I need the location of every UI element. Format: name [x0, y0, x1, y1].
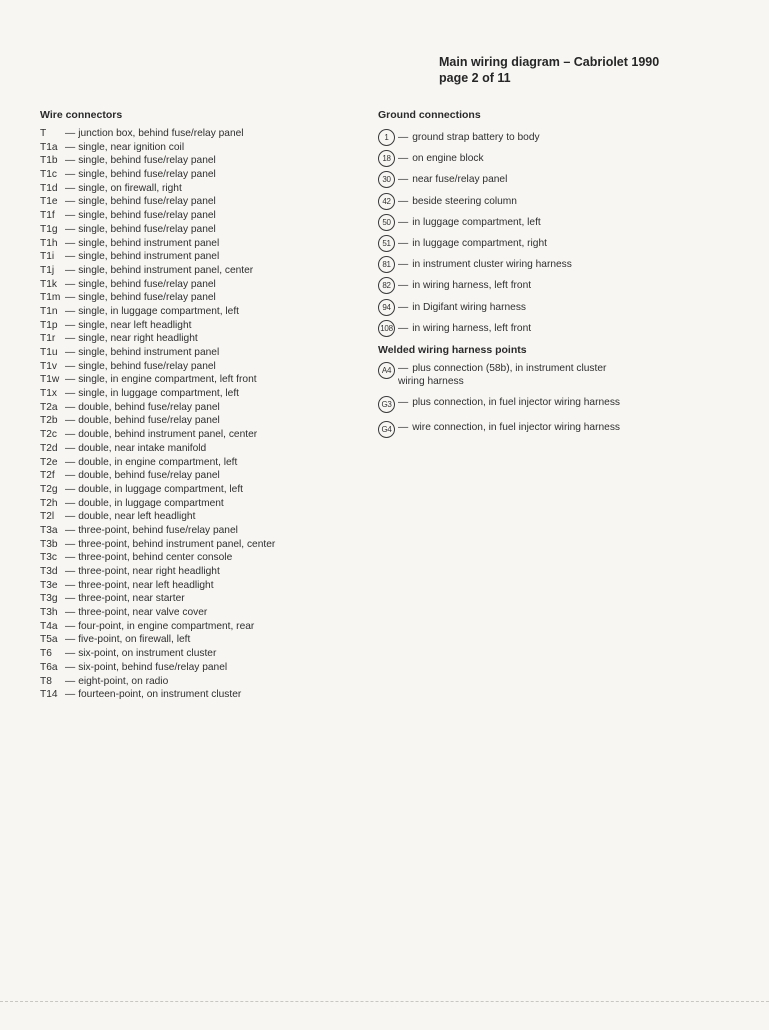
wire-connector-code: T1j	[40, 264, 55, 276]
separator-dash: —	[65, 223, 76, 235]
wire-connector-description: double, behind fuse/relay panel	[78, 401, 220, 413]
ground-connection-text	[395, 217, 541, 228]
wire-connector-row	[40, 291, 360, 305]
separator-dash: —	[398, 259, 409, 271]
wire-connector-row	[40, 483, 360, 497]
wire-connector-description: three-point, behind fuse/relay panel	[78, 524, 238, 536]
wire-connector-row	[40, 264, 360, 278]
wire-connector-code: T3g	[40, 593, 58, 605]
separator-dash: —	[65, 210, 76, 222]
wire-connector-description: single, near left headlight	[78, 319, 192, 331]
wire-connector-description: three-point, near right headlight	[78, 566, 220, 577]
wire-connector-code: T1v	[40, 360, 57, 372]
ground-number-badge: 50	[378, 214, 395, 231]
ground-connection-text	[395, 238, 547, 249]
ground-number-badge: 108	[378, 320, 395, 337]
wire-connector-row	[40, 606, 360, 620]
ground-number-badge: 82	[378, 277, 395, 294]
separator-dash: —	[65, 524, 76, 536]
separator-dash: —	[398, 322, 409, 334]
wire-connector-code: T6a	[40, 661, 58, 673]
wire-connector-description: single, behind fuse/relay panel	[78, 210, 216, 222]
wire-connectors-section	[40, 109, 360, 702]
ground-connection-description: in luggage compartment, left	[412, 216, 541, 228]
ground-connection-description: on engine block	[412, 153, 484, 165]
ground-connections-heading: Ground connections	[378, 109, 481, 121]
wire-connector-code: T3a	[40, 524, 58, 536]
ground-connection-row	[378, 212, 748, 233]
wire-connector-description: double, in engine compartment, left	[78, 456, 238, 468]
wire-connector-description: single, behind fuse/relay panel	[78, 278, 216, 290]
ground-connection-description: in Digifant wiring harness	[412, 301, 527, 313]
wire-connector-row	[40, 647, 360, 661]
separator-dash: —	[65, 552, 76, 564]
separator-dash: —	[65, 579, 76, 591]
wire-connector-code: T2e	[40, 456, 58, 468]
wire-connector-row	[40, 688, 360, 702]
ground-connection-text	[395, 174, 507, 185]
separator-dash: —	[65, 278, 76, 290]
wire-connector-description: fourteen-point, on instrument cluster	[78, 689, 242, 701]
ground-connection-row	[378, 275, 748, 296]
wire-connector-description: single, behind fuse/relay panel	[78, 360, 216, 372]
wire-connectors-heading: Wire connectors	[40, 109, 123, 121]
wire-connector-row	[40, 551, 360, 565]
wire-connector-description: single, behind instrument panel	[78, 347, 220, 358]
wire-connector-row	[40, 182, 360, 196]
wire-connector-description: double, in luggage compartment	[78, 497, 224, 509]
wire-connector-code: T3h	[40, 607, 58, 619]
ground-connection-row	[378, 297, 748, 318]
wire-connector-code: T1m	[40, 292, 61, 304]
wire-connector-code: T1i	[40, 251, 55, 263]
separator-dash: —	[398, 280, 409, 292]
separator-dash: —	[398, 422, 409, 434]
separator-dash: —	[398, 174, 409, 186]
separator-dash: —	[398, 301, 409, 313]
wire-connector-row	[40, 442, 360, 456]
wire-connector-row	[40, 661, 360, 675]
separator-dash: —	[65, 347, 76, 358]
wire-connector-description: four-point, in engine compartment, rear	[78, 620, 255, 632]
wire-connector-description: single, behind instrument panel	[78, 251, 220, 263]
wire-connector-code: T3c	[40, 552, 57, 564]
wire-connector-description: single, near right headlight	[78, 333, 198, 345]
wire-connector-description: single, near ignition coil	[78, 141, 185, 153]
wire-connector-row	[40, 360, 360, 374]
wire-connector-row	[40, 497, 360, 511]
wire-connector-code: T2b	[40, 415, 58, 427]
wire-connector-code: T1g	[40, 223, 58, 235]
separator-dash: —	[65, 360, 76, 372]
ground-connection-row	[378, 233, 748, 254]
separator-dash: —	[398, 397, 409, 409]
separator-dash: —	[65, 305, 76, 317]
wire-connector-code: T1u	[40, 347, 58, 358]
ground-connection-text	[395, 259, 572, 270]
wire-connector-description: single, behind fuse/relay panel	[78, 169, 216, 181]
separator-dash: —	[65, 196, 76, 208]
ground-number-badge: 42	[378, 193, 395, 210]
wire-connector-description: double, behind instrument panel, center	[78, 429, 258, 441]
ground-number-badge: 94	[378, 299, 395, 316]
wire-connector-description: three-point, behind instrument panel, center	[78, 538, 276, 550]
wire-connector-description: single, in luggage compartment, left	[78, 305, 240, 317]
ground-connections-list	[378, 127, 748, 339]
wire-connector-row	[40, 168, 360, 182]
wire-connector-row	[40, 209, 360, 223]
wire-connector-description: eight-point, on radio	[78, 675, 169, 687]
separator-dash: —	[65, 374, 76, 386]
wire-connector-code: T2h	[40, 497, 58, 509]
separator-dash: —	[65, 511, 76, 523]
ground-connection-description: in wiring harness, left front	[412, 322, 532, 334]
wire-connector-row	[40, 579, 360, 593]
separator-dash: —	[65, 182, 76, 194]
wire-connector-row	[40, 538, 360, 552]
welded-point-badge: A4	[378, 362, 395, 379]
wire-connectors-list	[40, 127, 360, 702]
ground-connection-row	[378, 191, 748, 212]
wire-connector-row	[40, 456, 360, 470]
separator-dash: —	[65, 634, 76, 646]
separator-dash: —	[65, 648, 76, 660]
wire-connector-row	[40, 250, 360, 264]
wire-connector-description: six-point, on instrument cluster	[78, 648, 217, 660]
ground-connection-text	[395, 132, 540, 143]
separator-dash: —	[398, 153, 409, 165]
ground-number-badge: 18	[378, 150, 395, 167]
wire-connector-description: three-point, behind center console	[78, 552, 233, 564]
separator-dash: —	[65, 155, 76, 167]
wire-connector-row	[40, 414, 360, 428]
separator-dash: —	[398, 195, 409, 207]
wire-connector-description: single, in luggage compartment, left	[78, 388, 240, 400]
wire-connector-description: single, behind instrument panel	[78, 237, 220, 249]
separator-dash: —	[65, 388, 76, 400]
wire-connector-description: single, behind fuse/relay panel	[78, 155, 216, 167]
wire-connector-code: T1a	[40, 141, 58, 153]
separator-dash: —	[65, 538, 76, 550]
wire-connector-row	[40, 373, 360, 387]
welded-point-row	[378, 421, 748, 438]
wire-connector-code: T1b	[40, 155, 58, 167]
wire-connector-code: T1n	[40, 305, 58, 317]
wire-connector-code: T2l	[40, 511, 55, 523]
wire-connector-code: T2d	[40, 442, 58, 454]
wire-connector-description: five-point, on firewall, left	[78, 634, 191, 646]
wire-connector-description: three-point, near left headlight	[78, 579, 214, 591]
wire-connector-row	[40, 428, 360, 442]
ground-connection-text	[395, 302, 526, 313]
wire-connector-description: double, in luggage compartment, left	[78, 483, 243, 495]
wire-connector-code: T6	[40, 648, 52, 660]
wire-connector-description: single, in engine compartment, left front	[78, 374, 257, 386]
ground-connection-description: in instrument cluster wiring harness	[412, 259, 572, 271]
separator-dash: —	[65, 470, 76, 482]
welded-point-row	[378, 362, 748, 389]
separator-dash: —	[65, 251, 76, 263]
ground-connection-text	[395, 280, 531, 291]
separator-dash: —	[65, 415, 76, 427]
wire-connector-row	[40, 319, 360, 333]
wire-connector-row	[40, 524, 360, 538]
ground-number-badge: 81	[378, 256, 395, 273]
separator-dash: —	[65, 169, 76, 181]
wire-connector-row	[40, 223, 360, 237]
wire-connector-code: T3e	[40, 579, 58, 591]
wire-connector-row	[40, 565, 360, 579]
welded-points-list	[378, 362, 748, 439]
welded-point-text	[395, 421, 633, 434]
separator-dash: —	[65, 483, 76, 495]
ground-number-badge: 1	[378, 129, 395, 146]
separator-dash: —	[65, 689, 76, 701]
ground-connection-text	[395, 153, 484, 164]
wire-connector-code: T1d	[40, 182, 58, 194]
page-title	[439, 54, 739, 86]
separator-dash: —	[65, 319, 76, 331]
welded-point-badge: G3	[378, 396, 395, 413]
welded-points-heading: Welded wiring harness points	[378, 343, 527, 356]
page-number: page 2 of 11	[439, 71, 511, 85]
separator-dash: —	[65, 456, 76, 468]
wire-connector-row	[40, 332, 360, 346]
wire-connector-code: T8	[40, 675, 52, 687]
wire-connector-description: single, behind instrument panel, center	[78, 264, 254, 276]
ground-number-badge: 30	[378, 171, 395, 188]
welded-point-text	[395, 396, 633, 409]
wire-connector-description: three-point, near valve cover	[78, 607, 208, 619]
wire-connector-description: double, near intake manifold	[78, 442, 207, 454]
wire-connector-description: double, near left headlight	[78, 511, 196, 523]
separator-dash: —	[65, 675, 76, 687]
ground-connection-row	[378, 127, 748, 148]
ground-connection-text	[395, 196, 517, 207]
wire-connector-code: T1c	[40, 169, 57, 181]
wire-connector-code: T2a	[40, 401, 58, 413]
wire-connector-row	[40, 620, 360, 634]
ground-connection-description: beside steering column	[412, 195, 517, 207]
wire-connector-code: T3d	[40, 566, 58, 577]
welded-point-description: plus connection, in fuel injector wiring harness	[412, 397, 621, 409]
wire-connector-row	[40, 237, 360, 251]
ground-connection-row	[378, 148, 748, 169]
wire-connector-code: T1e	[40, 196, 58, 208]
separator-dash: —	[65, 661, 76, 673]
wire-connector-row	[40, 141, 360, 155]
ground-connection-description: near fuse/relay panel	[412, 174, 508, 186]
ground-connection-description: ground strap battery to body	[412, 132, 540, 144]
page-title-line: Main wiring diagram – Cabriolet 1990	[439, 55, 660, 69]
wire-connector-row	[40, 510, 360, 524]
wire-connector-code: T2c	[40, 429, 57, 441]
separator-dash: —	[65, 264, 76, 276]
wire-connector-description: single, behind fuse/relay panel	[78, 196, 216, 208]
separator-dash: —	[65, 141, 76, 153]
ground-connection-text	[395, 323, 531, 334]
separator-dash: —	[65, 442, 76, 454]
wire-connector-row	[40, 195, 360, 209]
wire-connector-row	[40, 469, 360, 483]
wire-connector-code: T14	[40, 689, 58, 701]
separator-dash: —	[65, 429, 76, 441]
wire-connector-code: T1f	[40, 210, 55, 222]
wire-connector-code: T4a	[40, 620, 58, 632]
wire-connector-code: T5a	[40, 634, 58, 646]
separator-dash: —	[65, 620, 76, 632]
ground-connection-description: in luggage compartment, right	[412, 238, 547, 250]
wire-connector-description: double, behind fuse/relay panel	[78, 415, 220, 427]
wire-connector-description: three-point, near starter	[78, 593, 185, 605]
wire-connector-description: double, behind fuse/relay panel	[78, 470, 220, 482]
wire-connector-description: single, behind fuse/relay panel	[78, 292, 216, 304]
wire-connector-code: T1h	[40, 237, 58, 249]
wire-connector-code: T1k	[40, 278, 57, 290]
welded-point-badge: G4	[378, 421, 395, 438]
wire-connector-row	[40, 592, 360, 606]
separator-dash: —	[65, 607, 76, 619]
separator-dash: —	[65, 401, 76, 413]
wire-connector-row	[40, 305, 360, 319]
separator-dash: —	[65, 593, 76, 605]
wire-connector-row	[40, 387, 360, 401]
separator-dash: —	[65, 292, 76, 304]
separator-dash: —	[65, 128, 76, 139]
wire-connector-row	[40, 675, 360, 689]
wire-connector-code: T1x	[40, 388, 57, 400]
separator-dash: —	[65, 566, 76, 577]
wire-connector-code: T2f	[40, 470, 55, 482]
separator-dash: —	[398, 238, 409, 250]
welded-point-description: plus connection (58b), in instrument cluster wiring harness	[398, 362, 607, 388]
wire-connector-code: T	[40, 128, 47, 139]
wire-connector-row	[40, 278, 360, 292]
ground-connections-section	[378, 109, 748, 446]
separator-dash: —	[398, 362, 409, 374]
wire-connector-row	[40, 154, 360, 168]
wire-connector-code: T1w	[40, 374, 60, 386]
ground-connection-row	[378, 318, 748, 339]
footer-divider	[0, 1001, 769, 1002]
ground-number-badge: 51	[378, 235, 395, 252]
separator-dash: —	[398, 132, 409, 144]
welded-point-text	[395, 362, 633, 389]
wire-connector-code: T1r	[40, 333, 56, 345]
separator-dash: —	[65, 237, 76, 249]
separator-dash: —	[398, 216, 409, 228]
wire-connector-row	[40, 401, 360, 415]
welded-point-row	[378, 396, 748, 413]
wire-connector-code: T1p	[40, 319, 58, 331]
wire-connector-description: single, behind fuse/relay panel	[78, 223, 216, 235]
ground-connection-description: in wiring harness, left front	[412, 280, 532, 292]
separator-dash: —	[65, 333, 76, 345]
wire-connector-row	[40, 127, 360, 141]
wire-connector-description: single, on firewall, right	[78, 182, 182, 194]
wire-connector-description: junction box, behind fuse/relay panel	[78, 128, 244, 139]
wire-connector-code: T3b	[40, 538, 58, 550]
wire-connector-description: six-point, behind fuse/relay panel	[78, 661, 228, 673]
wire-connector-row	[40, 633, 360, 647]
wire-connector-code: T2g	[40, 483, 58, 495]
welded-point-description: wire connection, in fuel injector wiring harness	[412, 422, 621, 434]
ground-connection-row	[378, 254, 748, 275]
ground-connection-row	[378, 169, 748, 190]
separator-dash: —	[65, 497, 76, 509]
wire-connector-row	[40, 346, 360, 360]
